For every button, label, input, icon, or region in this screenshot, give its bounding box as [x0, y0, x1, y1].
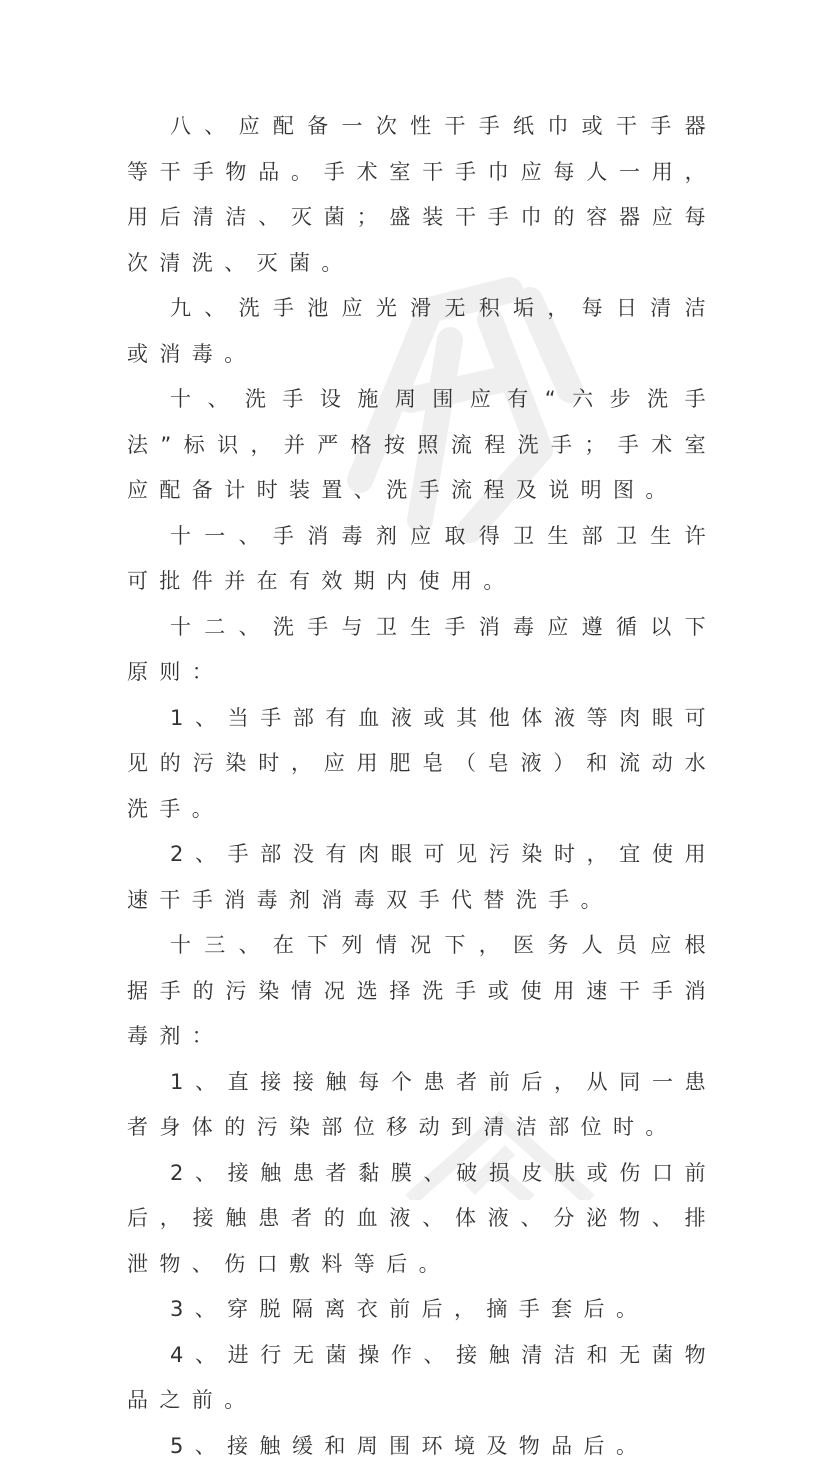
paragraph-13-item-5: 5、接触缓和周围环境及物品后。	[127, 1424, 717, 1469]
paragraph-12-item-1: 1、当手部有血液或其他体液等肉眼可见的污染时，应用肥皂（皂液）和流动水洗手。	[127, 696, 717, 833]
paragraph-13-item-2: 2、接触患者黏膜、破损皮肤或伤口前后，接触患者的血液、体液、分泌物、排泄物、伤口敷料等后。	[127, 1151, 717, 1288]
paragraph-13: 十三、在下列情况下，医务人员应根据手的污染情况选择洗手或使用速干手消毒剂：	[127, 923, 717, 1060]
paragraph-8: 八、应配备一次性干手纸巾或干手器等干手物品。手术室干手巾应每人一用，用后清洁、灭菌；盛装干手巾的容器应每次清洗、灭菌。	[127, 104, 717, 286]
paragraph-13-item-3: 3、穿脱隔离衣前后，摘手套后。	[127, 1287, 717, 1333]
paragraph-12-item-2: 2、手部没有肉眼可见污染时，宜使用速干手消毒剂消毒双手代替洗手。	[127, 832, 717, 923]
paragraph-9: 九、洗手池应光滑无积垢，每日清洁或消毒。	[127, 286, 717, 377]
paragraph-10: 十、洗手设施周围应有“六步洗手法”标识，并严格按照流程洗手；手术室应配备计时装置、洗手流程及说明图。	[127, 377, 717, 514]
document-body	[127, 104, 717, 1469]
paragraph-11: 十一、手消毒剂应取得卫生部卫生许可批件并在有效期内使用。	[127, 514, 717, 605]
paragraph-13-item-1: 1、直接接触每个患者前后，从同一患者身体的污染部位移动到清洁部位时。	[127, 1060, 717, 1151]
paragraph-13-item-4: 4、进行无菌操作、接触清洁和无菌物品之前。	[127, 1333, 717, 1424]
paragraph-12: 十二、洗手与卫生手消毒应遵循以下原则：	[127, 605, 717, 696]
